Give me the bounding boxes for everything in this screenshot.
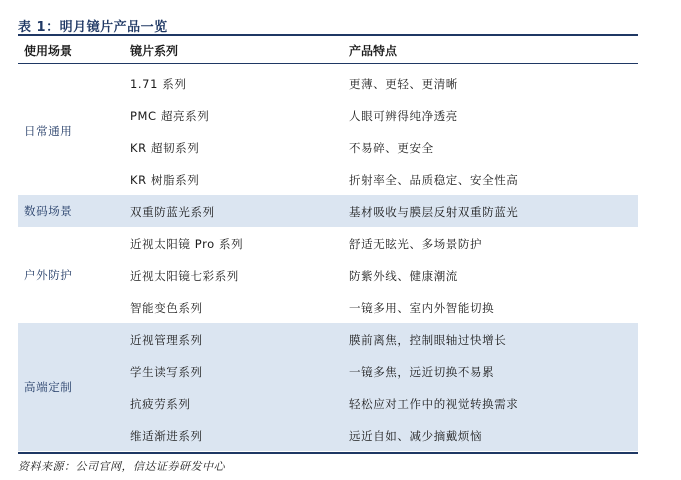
band-premium	[18, 323, 638, 451]
row-series: PMC 超亮系列	[130, 109, 210, 123]
header-feature: 产品特点	[349, 44, 398, 58]
row-series: 学生读写系列	[130, 365, 203, 379]
scene-outdoor: 户外防护	[24, 268, 73, 282]
row-feature: 折射率全、品质稳定、安全性高	[349, 173, 519, 187]
source-note: 资料来源：公司官网，信达证券研发中心	[18, 460, 225, 473]
row-series: KR 树脂系列	[130, 173, 200, 187]
row-series: 维适渐进系列	[130, 429, 203, 443]
table-bottom-rule	[18, 452, 638, 454]
row-series: 1.71 系列	[130, 77, 187, 91]
row-feature: 防紫外线、健康潮流	[349, 269, 458, 283]
row-feature: 基材吸收与膜层反射双重防蓝光	[349, 205, 519, 219]
row-feature: 轻松应对工作中的视觉转换需求	[349, 397, 519, 411]
row-feature: 膜前离焦，控制眼轴过快增长	[349, 333, 507, 347]
header-series: 镜片系列	[130, 44, 179, 58]
table-header	[18, 36, 638, 62]
row-feature: 不易碎、更安全	[349, 141, 434, 155]
scene-premium: 高端定制	[24, 380, 73, 394]
row-feature: 人眼可辨得纯净透亮	[349, 109, 458, 123]
row-feature: 更薄、更轻、更清晰	[349, 77, 458, 91]
row-series: 双重防蓝光系列	[130, 205, 215, 219]
row-feature: 一镜多用、室内外智能切换	[349, 301, 495, 315]
row-feature: 一镜多焦，远近切换不易累	[349, 365, 495, 379]
scene-digital: 数码场景	[24, 204, 73, 218]
header-scene: 使用场景	[24, 44, 73, 58]
row-series: 近视太阳镜 Pro 系列	[130, 237, 244, 251]
row-series: 近视太阳镜七彩系列	[130, 269, 239, 283]
scene-daily: 日常通用	[24, 124, 73, 138]
row-series: 智能变色系列	[130, 301, 203, 315]
band-digital	[18, 195, 638, 227]
row-series: 抗疲劳系列	[130, 397, 191, 411]
header-rule	[18, 63, 638, 64]
row-series: 近视管理系列	[130, 333, 203, 347]
row-series: KR 超韧系列	[130, 141, 200, 155]
row-feature: 舒适无眩光、多场景防护	[349, 237, 483, 251]
table-title: 表 1：明月镜片产品一览	[18, 20, 168, 35]
row-feature: 远近自如、减少摘戴烦恼	[349, 429, 483, 443]
